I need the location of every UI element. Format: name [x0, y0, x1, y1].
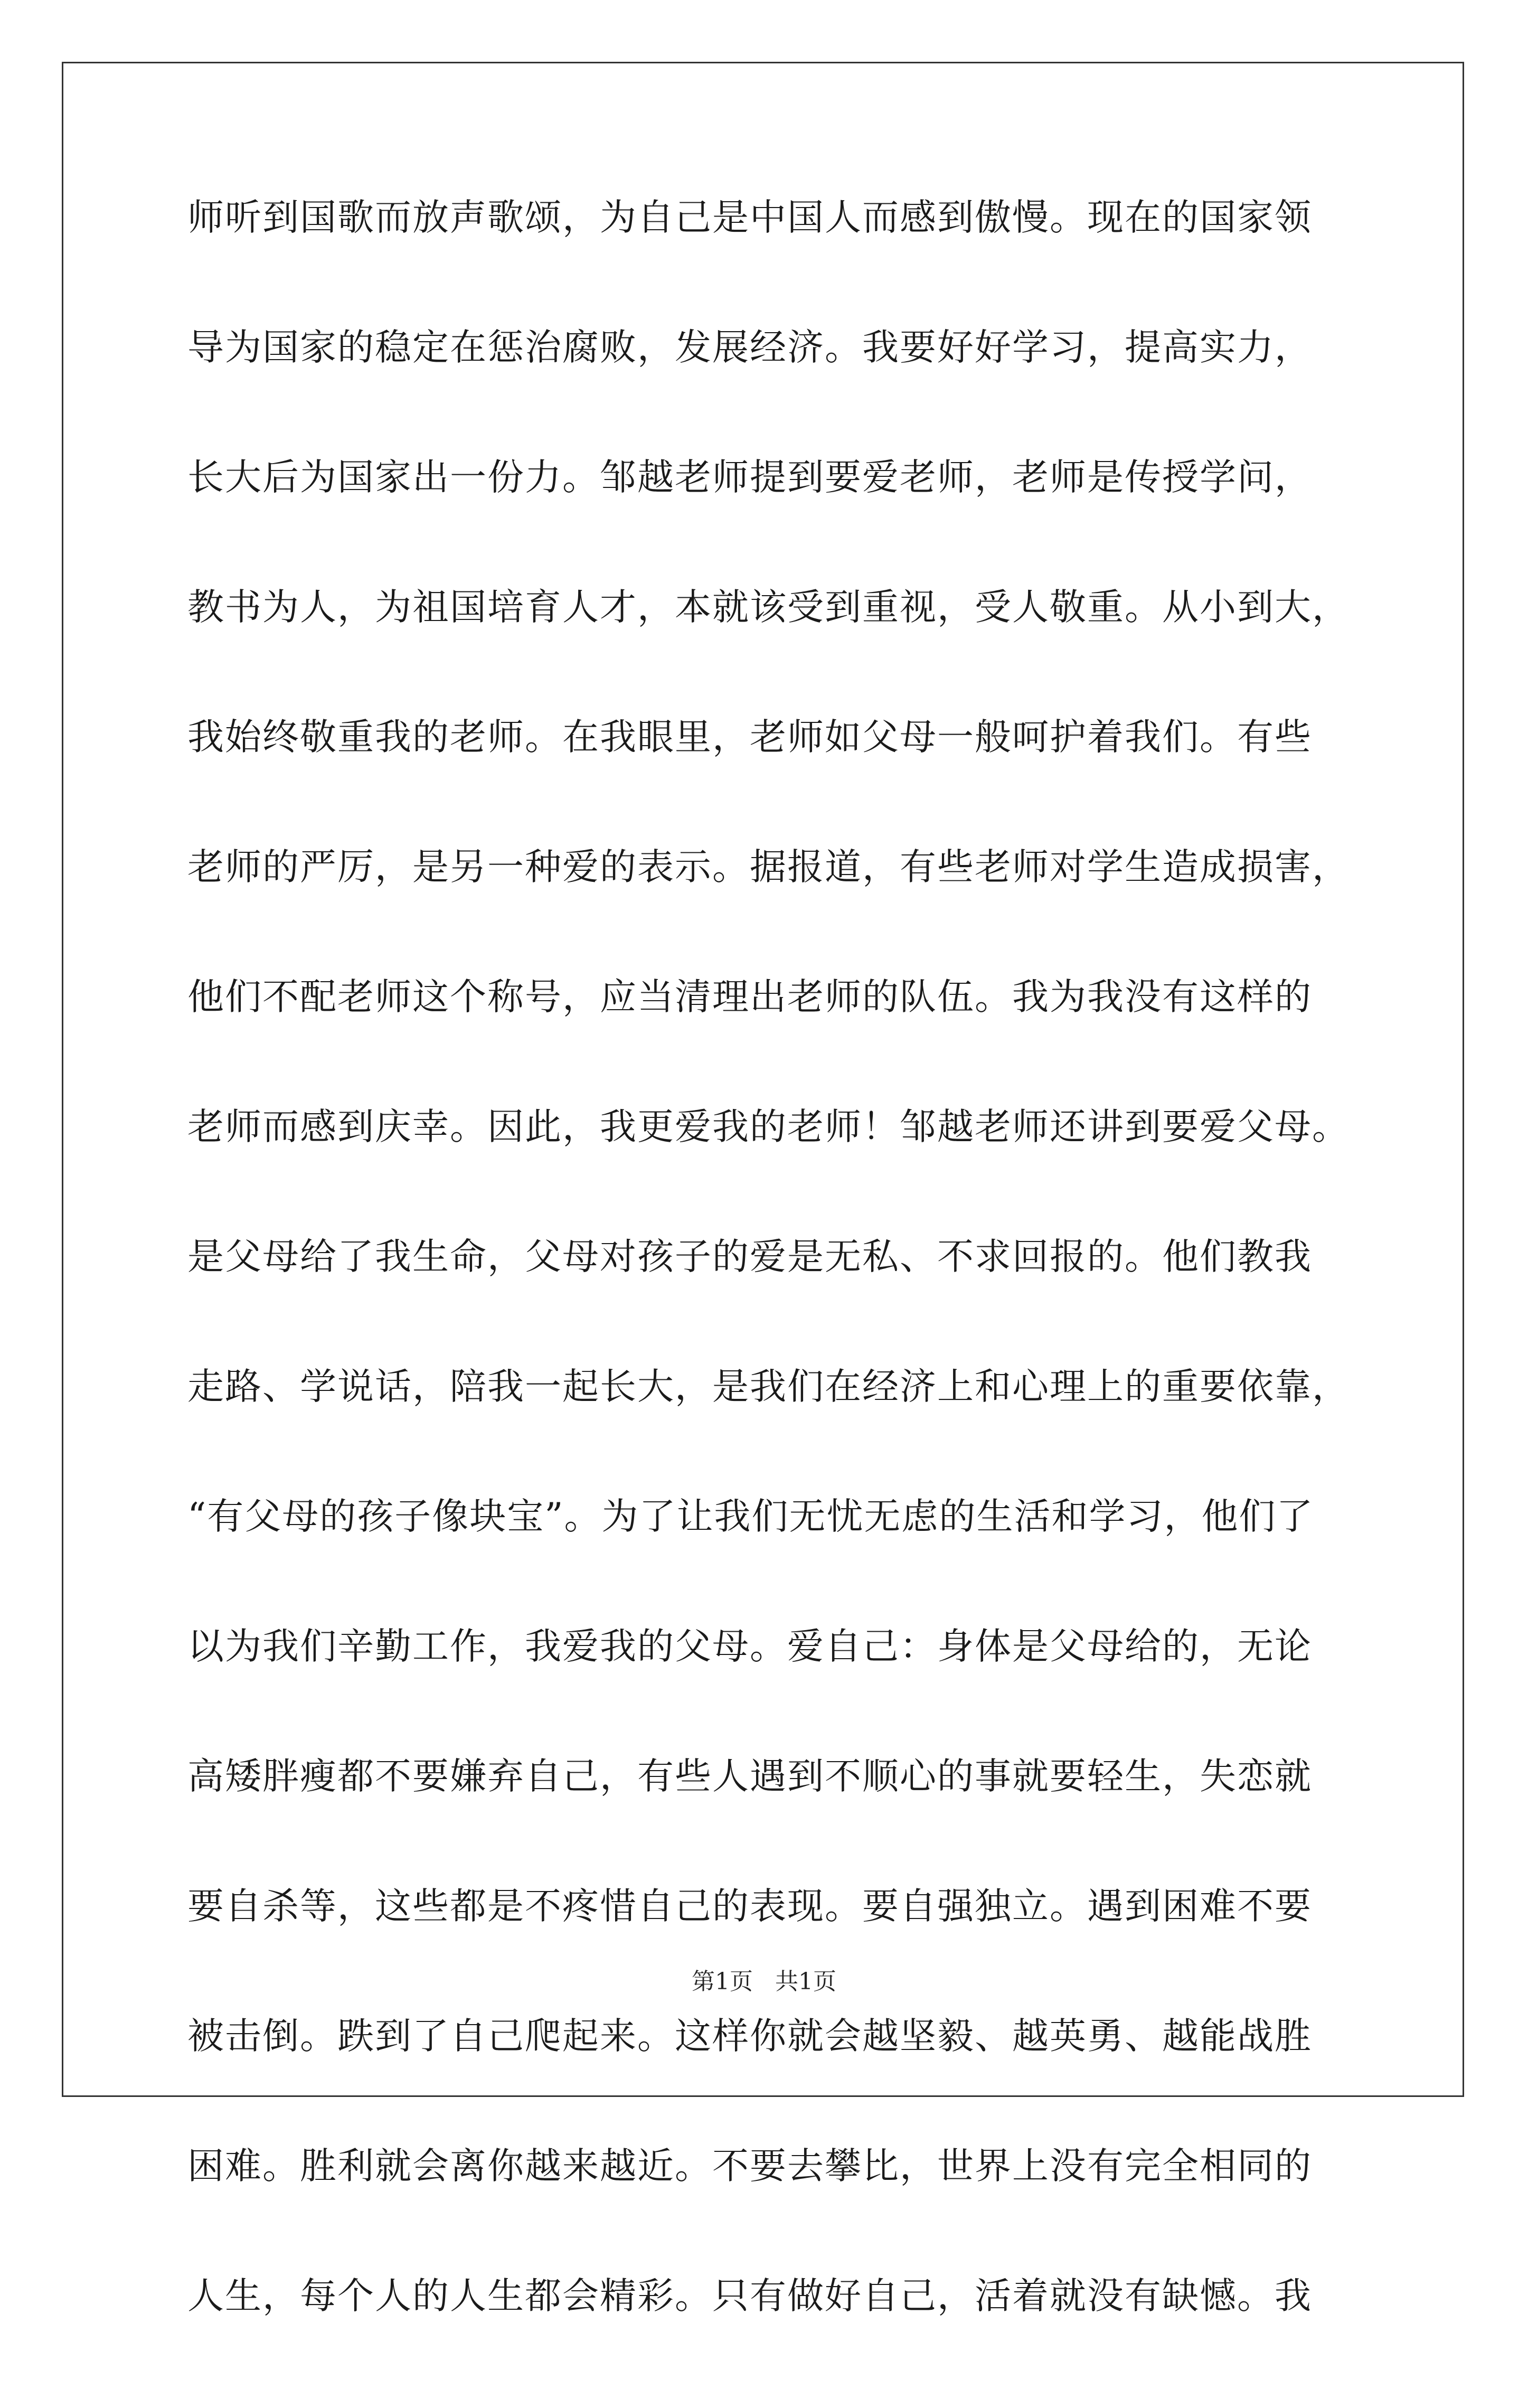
text-line: 要自杀等，这些都是不疼惜自己的表现。要自强独立。遇到困难不要 [187, 1885, 1312, 1927]
text-line: 高矮胖瘦都不要嫌弃自己，有些人遇到不顺心的事就要轻生，失恋就 [187, 1755, 1312, 1798]
text-line: 人生，每个人的人生都会精彩。只有做好自己，活着就没有缺憾。我 [187, 2275, 1312, 2317]
page-footer [0, 1969, 1528, 1995]
text-line: 师听到国歌而放声歌颂，为自己是中国人而感到傲慢。现在的国家领 [187, 196, 1312, 239]
text-line: 长大后为国家出一份力。邹越老师提到要爱老师，老师是传授学问， [187, 456, 1312, 498]
text-line: 我始终敬重我的老师。在我眼里，老师如父母一般呵护着我们。有些 [187, 716, 1312, 758]
text-line: 走路、学说话，陪我一起长大，是我们在经济上和心理上的重要依靠， [187, 1366, 1350, 1408]
text-line: 被击倒。跌到了自己爬起来。这样你就会越坚毅、越英勇、越能战胜 [187, 2015, 1312, 2057]
text-line: 困难。胜利就会离你越来越近。不要去攀比，世界上没有完全相同的 [187, 2145, 1312, 2187]
text-line: 教书为人，为祖国培育人才，本就该受到重视，受人敬重。从小到大， [187, 586, 1350, 628]
text-line: 老师而感到庆幸。因此，我更爱我的老师！邹越老师还讲到要爱父母。 [187, 1106, 1350, 1148]
current-page-label: 第1页 [692, 1968, 753, 1995]
text-line: 以为我们辛勤工作，我爱我的父母。爱自己：身体是父母给的，无论 [187, 1625, 1312, 1668]
text-line: 他们不配老师这个称号，应当清理出老师的队伍。我为我没有这样的 [187, 976, 1312, 1018]
text-line: 老师的严厉，是另一种爱的表示。据报道，有些老师对学生造成损害， [187, 846, 1350, 888]
text-line: “有父母的孩子像块宝”。为了让我们无忧无虑的生活和学习，他们了 [187, 1495, 1314, 1538]
text-line: 导为国家的稳定在惩治腐败，发展经济。我要好好学习，提高实力， [187, 326, 1312, 369]
total-pages-label: 共1页 [775, 1968, 836, 1995]
text-line: 是父母给了我生命，父母对孩子的爱是无私、不求回报的。他们教我 [187, 1236, 1312, 1278]
document-body [187, 196, 1350, 2408]
